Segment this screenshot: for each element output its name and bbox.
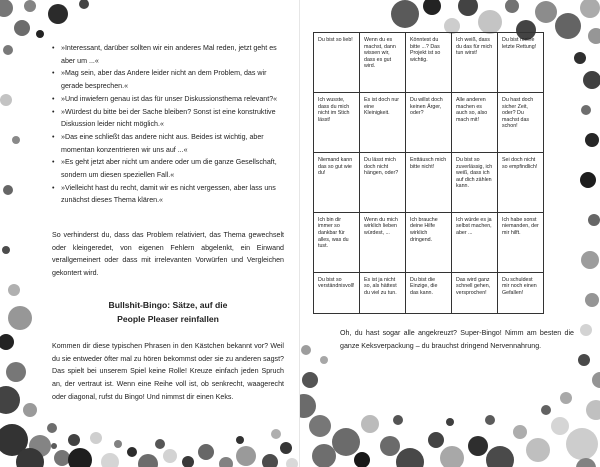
- decorative-dot: [566, 428, 598, 460]
- bingo-cell: Du bist die Einzige, die das kann.: [406, 272, 452, 313]
- bingo-cell: Ich wusste, dass du mich nicht im Stich lässt!: [314, 92, 360, 152]
- decorative-dot: [101, 453, 119, 467]
- decorative-dot: [574, 52, 586, 64]
- decorative-dot: [79, 0, 89, 9]
- bingo-cell: Sei doch nicht so empfindlich!: [498, 152, 544, 212]
- decorative-dot: [48, 4, 68, 24]
- decorative-dot: [588, 214, 600, 226]
- decorative-dot: [24, 0, 36, 12]
- decorative-dot: [391, 0, 419, 28]
- decorative-dot: [312, 444, 336, 467]
- bingo-cell: Ich weiß, dass du das für mich tun wirst!: [452, 33, 498, 93]
- decorative-dot: [51, 443, 57, 449]
- list-item: • »Interessant, darüber sollten wir ein anderes Mal reden, jetzt geht es aber um ...«: [52, 42, 284, 67]
- decorative-dot: [2, 246, 10, 254]
- decorative-dot: [555, 13, 581, 39]
- decorative-dot: [271, 429, 281, 439]
- decorative-dot: [90, 432, 102, 444]
- list-item: • »Vielleicht hast du recht, damit wir es nicht vergessen, aber lass uns zunächst dieses Thema klären.«: [52, 182, 284, 207]
- body-paragraph: So verhinderst du, dass das Problem relativiert, das Thema gewechselt oder kleingeredet, von eigenen Fehlern abgelenkt, ein Einwand verallgemeinert oder dass mit irrelevanten Vorwürfen und Vergleichen gekontert wird.: [52, 231, 284, 278]
- bingo-cell: Ich bin dir immer so dankbar für alles, was du tust.: [314, 212, 360, 272]
- decorative-dot: [446, 418, 454, 426]
- bingo-cell: Es ist ja nicht so, als hättest du viel zu tun.: [360, 272, 406, 313]
- bingo-cell: Wenn du es machst, dann wissen wir, dass es gut wird.: [360, 33, 406, 93]
- decorative-dot: [0, 334, 14, 350]
- decorative-dot: [428, 432, 444, 448]
- decorative-dot: [580, 0, 600, 18]
- decorative-dot: [280, 442, 292, 454]
- list-item: • »Es geht jetzt aber nicht um andere oder um die ganze Gesellschaft, sondern um diesen speziellen Fall.«: [52, 156, 284, 181]
- heading-line: Bullshit-Bingo: Sätze, auf die: [108, 300, 228, 310]
- decorative-dot: [8, 284, 20, 296]
- decorative-dot: [332, 428, 360, 456]
- decorative-dot: [138, 454, 158, 467]
- bingo-row: [314, 272, 544, 313]
- decorative-dot: [585, 293, 599, 307]
- decorative-dot: [580, 324, 592, 336]
- heading-line: People Pleaser reinfallen: [117, 314, 219, 324]
- decorative-dot: [583, 71, 600, 89]
- section-heading: [52, 298, 284, 326]
- decorative-dot: [485, 415, 495, 425]
- decorative-dot: [580, 172, 596, 188]
- decorative-dot: [219, 457, 233, 467]
- decorative-dot: [6, 362, 26, 382]
- decorative-dot: [68, 434, 80, 446]
- decorative-dot: [300, 394, 316, 418]
- decorative-dot: [535, 1, 557, 23]
- decorative-dot: [588, 28, 600, 44]
- decorative-dot: [576, 458, 596, 467]
- bingo-cell: Ich brauche deine Hilfe wirklich dringend.: [406, 212, 452, 272]
- list-item: • »Und inwiefern genau ist das für unser Diskussionsthema relevant?«: [52, 93, 284, 106]
- decorative-dot: [354, 452, 370, 467]
- bingo-cell: Ich habe sonst niemanden, der mir hilft.: [498, 212, 544, 272]
- decorative-dot: [8, 306, 32, 330]
- bingo-cell: Du bist so lieb!: [314, 33, 360, 93]
- bingo-row: [314, 212, 544, 272]
- decorative-dot: [478, 10, 502, 34]
- decorative-dot: [182, 456, 194, 467]
- decorative-dot: [23, 403, 37, 417]
- bingo-row: [314, 92, 544, 152]
- decorative-dot: [486, 446, 514, 467]
- decorative-dot: [505, 0, 519, 13]
- decorative-dot: [526, 438, 550, 462]
- decorative-dot: [396, 448, 424, 467]
- list-item: • »Das eine schließt das andere nicht aus. Beides ist wichtig, aber momentan konzentrieren wir uns auf ...«: [52, 131, 284, 156]
- bingo-cell: Du schuldest mir noch einen Gefallen!: [498, 272, 544, 313]
- decorative-dot: [47, 423, 57, 433]
- bingo-cell: Das wird ganz schnell gehen, versprochen!: [452, 272, 498, 313]
- bingo-cell: Du lässt mich doch nicht hängen, oder?: [360, 152, 406, 212]
- decorative-dot: [578, 354, 590, 366]
- bingo-cell: Enttäusch mich bitte nicht!: [406, 152, 452, 212]
- decorative-dot: [3, 45, 13, 55]
- decorative-dot: [581, 105, 591, 115]
- body-paragraph: Oh, du hast sogar alle angekreuzt? Super-Bingo! Nimm am besten die ganze Keksverpackung – du brauchst dringend Nervennahrung.: [340, 329, 574, 350]
- decorative-dot: [581, 251, 599, 269]
- decorative-dot: [585, 133, 599, 147]
- decorative-dot: [380, 436, 400, 456]
- bingo-row: [314, 152, 544, 212]
- decorative-dot: [592, 372, 600, 388]
- decorative-dot: [236, 446, 256, 466]
- bingo-cell: Wenn du mich wirklich lieben würdest, ...: [360, 212, 406, 272]
- bingo-cell: Niemand kann das so gut wie du!: [314, 152, 360, 212]
- decorative-dot: [393, 415, 403, 425]
- decorative-dot: [513, 425, 527, 439]
- bingo-cell: Ich würde es ja selbst machen, aber ...: [452, 212, 498, 272]
- decorative-dot: [236, 436, 244, 444]
- body-paragraph: Kommen dir diese typischen Phrasen in den Kästchen bekannt vor? Weil du sie entweder öfter mal zu hören bekommst oder sie zu anderen sagst? Das spielt bei unserem Spiel keine Rolle! Kreuze einfach jeden Spruch an, der vertraut ist. Wenn eine Reihe voll ist, ob senkrecht, waagerecht oder diagonal, rufst du Bingo! Und nimmst dir einen Keks.: [52, 342, 284, 401]
- decorative-dot: [127, 447, 137, 457]
- decorative-dot: [440, 446, 464, 467]
- decorative-dot: [586, 400, 600, 420]
- decorative-dot: [361, 415, 379, 433]
- decorative-dot: [541, 405, 551, 415]
- decorative-dot: [0, 94, 12, 106]
- list-item: • »Mag sein, aber das Andere leider nicht an dem Problem, das wir gerade besprechen.«: [52, 67, 284, 92]
- decorative-dot: [468, 436, 488, 456]
- bingo-cell: Du bist meine letzte Rettung!: [498, 33, 544, 93]
- decorative-dot: [262, 454, 278, 467]
- bingo-cell: Du willst doch keinen Ärger, oder?: [406, 92, 452, 152]
- decorative-dot: [163, 449, 177, 463]
- decorative-dot: [551, 417, 569, 435]
- bingo-cell: Du hast doch sicher Zeit, oder? Du machst das schon!: [498, 92, 544, 152]
- decorative-dot: [36, 30, 44, 38]
- decorative-dot: [302, 372, 318, 388]
- decorative-dot: [309, 415, 331, 437]
- decorative-dot: [301, 345, 311, 355]
- phrase-list: [52, 42, 284, 207]
- decorative-dot: [12, 136, 20, 144]
- list-item: • »Würdest du bitte bei der Sache bleiben? Sonst ist eine konstruktive Diskussion leider nicht möglich.«: [52, 106, 284, 131]
- decorative-dot: [286, 458, 298, 467]
- decorative-dot: [0, 386, 20, 414]
- bingo-row: [314, 33, 544, 93]
- decorative-dot: [114, 440, 122, 448]
- decorative-dot: [560, 392, 572, 404]
- bingo-cell: Es ist doch nur eine Kleinigkeit.: [360, 92, 406, 152]
- bingo-grid: [313, 32, 544, 314]
- bingo-cell: Könntest du bitte ...? Das Projekt ist so wichtig.: [406, 33, 452, 93]
- decorative-dot: [68, 448, 92, 467]
- decorative-dot: [198, 444, 214, 460]
- bingo-cell: Du bist so verständnisvoll!: [314, 272, 360, 313]
- bingo-cell: Alle anderen machen es auch so, also mach mit!: [452, 92, 498, 152]
- decorative-dot: [0, 0, 13, 17]
- decorative-dot: [3, 185, 13, 195]
- decorative-dot: [320, 356, 328, 364]
- decorative-dot: [423, 0, 441, 15]
- decorative-dot: [14, 20, 30, 36]
- bingo-cell: Du bist so zuverlässig, ich weiß, dass ich auf dich zählen kann.: [452, 152, 498, 212]
- decorative-dot: [458, 0, 478, 16]
- decorative-dot: [155, 439, 165, 449]
